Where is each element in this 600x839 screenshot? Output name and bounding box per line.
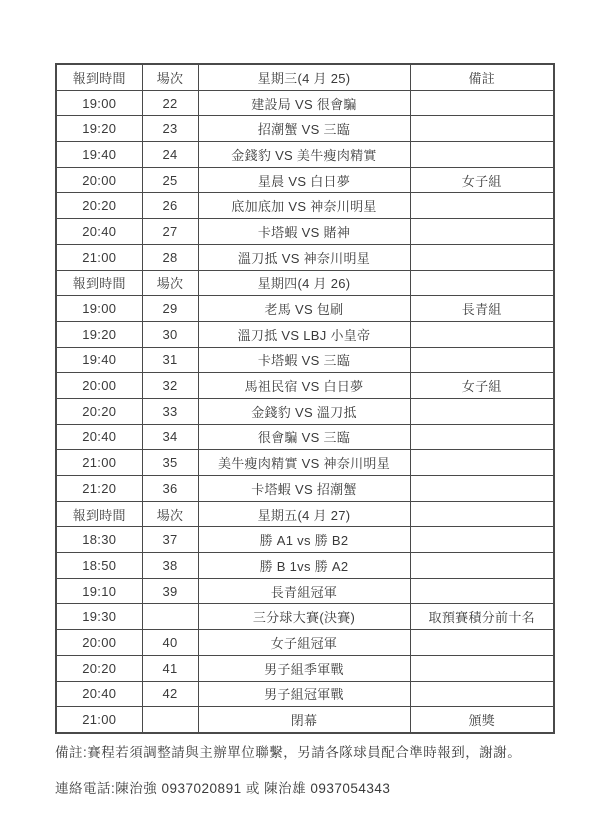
cell-time: 19:00 [56,296,142,322]
cell-match: 27 [142,219,198,245]
cell-match [142,707,198,733]
cell-time: 20:20 [56,655,142,681]
cell-game: 卡塔蝦 VS 三臨 [198,347,410,373]
cell-match [142,604,198,630]
cell-match: 37 [142,527,198,553]
cell-game: 很會騙 VS 三臨 [198,424,410,450]
cell-match: 40 [142,630,198,656]
cell-match: 35 [142,450,198,476]
schedule-table [55,63,555,734]
cell-time: 21:20 [56,476,142,502]
cell-match: 23 [142,116,198,142]
cell-game: 勝 B 1vs 勝 A2 [198,553,410,579]
cell-game: 男子組冠軍戰 [198,681,410,707]
table-row [56,527,554,553]
cell-match: 36 [142,476,198,502]
cell-note: 女子組 [410,373,554,399]
table-row [56,398,554,424]
table-row [56,578,554,604]
header-day-label: 星期五(4 月 27) [198,501,410,527]
cell-note [410,553,554,579]
cell-game: 溫刀抵 VS 神奈川明星 [198,244,410,270]
table-row [56,450,554,476]
table-row [56,142,554,168]
cell-time: 20:00 [56,373,142,399]
cell-note [410,219,554,245]
cell-game: 勝 A1 vs 勝 B2 [198,527,410,553]
section-header-row [56,270,554,296]
section-header-row [56,64,554,90]
cell-time: 20:20 [56,193,142,219]
cell-match: 28 [142,244,198,270]
section-header-row [56,501,554,527]
schedule-table-body [56,64,554,733]
cell-time: 19:40 [56,347,142,373]
cell-time: 20:00 [56,630,142,656]
cell-note [410,578,554,604]
header-note-label: 備註 [410,64,554,90]
cell-note [410,424,554,450]
cell-time: 20:40 [56,424,142,450]
cell-game: 男子組季軍戰 [198,655,410,681]
cell-note [410,321,554,347]
table-row [56,116,554,142]
cell-game: 星晨 VS 白日夢 [198,167,410,193]
remark-note: 備註:賽程若須調整請與主辦單位聯繫，另請各隊球員配合準時報到，謝謝。 [55,745,522,760]
cell-game: 老馬 VS 包刷 [198,296,410,322]
cell-note: 長青組 [410,296,554,322]
contact-phone-line: 連絡電話:陳治強 0937020891 或 陳治雄 0937054343 [55,781,391,796]
cell-game: 長青組冠軍 [198,578,410,604]
cell-match: 38 [142,553,198,579]
cell-game: 三分球大賽(決賽) [198,604,410,630]
table-row [56,655,554,681]
cell-time: 20:20 [56,398,142,424]
cell-game: 馬祖民宿 VS 白日夢 [198,373,410,399]
cell-game: 金錢豹 VS 溫刀抵 [198,398,410,424]
table-row [56,681,554,707]
header-match-label: 場次 [142,270,198,296]
table-row [56,347,554,373]
cell-match: 41 [142,655,198,681]
table-row [56,604,554,630]
cell-time: 19:20 [56,321,142,347]
header-note-label [410,501,554,527]
cell-match: 33 [142,398,198,424]
cell-time: 19:10 [56,578,142,604]
table-row [56,373,554,399]
cell-time: 18:50 [56,553,142,579]
table-row [56,630,554,656]
cell-time: 19:40 [56,142,142,168]
cell-game: 溫刀抵 VS LBJ 小皇帝 [198,321,410,347]
cell-time: 19:00 [56,90,142,116]
cell-note [410,90,554,116]
cell-game: 卡塔蝦 VS 賭神 [198,219,410,245]
table-row [56,219,554,245]
cell-note [410,244,554,270]
cell-match: 22 [142,90,198,116]
table-row [56,476,554,502]
cell-time: 18:30 [56,527,142,553]
cell-note: 女子組 [410,167,554,193]
cell-match: 30 [142,321,198,347]
cell-time: 21:00 [56,707,142,733]
cell-note [410,116,554,142]
cell-match: 42 [142,681,198,707]
cell-game: 閉幕 [198,707,410,733]
cell-game: 女子組冠軍 [198,630,410,656]
table-row [56,90,554,116]
cell-time: 19:20 [56,116,142,142]
cell-note [410,655,554,681]
table-row [56,707,554,733]
cell-time: 21:00 [56,450,142,476]
table-row [56,244,554,270]
header-day-label: 星期四(4 月 26) [198,270,410,296]
header-time-label: 報到時間 [56,64,142,90]
cell-match: 24 [142,142,198,168]
table-row [56,321,554,347]
cell-match: 32 [142,373,198,399]
cell-time: 20:40 [56,681,142,707]
cell-game: 卡塔蝦 VS 招潮蟹 [198,476,410,502]
cell-note [410,681,554,707]
cell-match: 39 [142,578,198,604]
cell-match: 29 [142,296,198,322]
header-time-label: 報到時間 [56,270,142,296]
cell-match: 34 [142,424,198,450]
table-row [56,167,554,193]
header-note-label [410,270,554,296]
header-time-label: 報到時間 [56,501,142,527]
cell-note: 取預賽積分前十名 [410,604,554,630]
cell-match: 26 [142,193,198,219]
table-row [56,296,554,322]
header-match-label: 場次 [142,64,198,90]
table-row [56,553,554,579]
cell-note: 頒獎 [410,707,554,733]
cell-match: 25 [142,167,198,193]
cell-game: 金錢豹 VS 美牛瘦肉精實 [198,142,410,168]
cell-time: 21:00 [56,244,142,270]
cell-time: 20:00 [56,167,142,193]
cell-note [410,142,554,168]
cell-game: 招潮蟹 VS 三臨 [198,116,410,142]
cell-note [410,476,554,502]
cell-match: 31 [142,347,198,373]
cell-time: 20:40 [56,219,142,245]
table-row [56,424,554,450]
cell-note [410,193,554,219]
cell-note [410,630,554,656]
table-row [56,193,554,219]
cell-note [410,450,554,476]
cell-game: 底加底加 VS 神奈川明星 [198,193,410,219]
cell-note [410,347,554,373]
cell-game: 建設局 VS 很會騙 [198,90,410,116]
cell-game: 美牛瘦肉精實 VS 神奈川明星 [198,450,410,476]
cell-time: 19:30 [56,604,142,630]
header-match-label: 場次 [142,501,198,527]
cell-note [410,398,554,424]
header-day-label: 星期三(4 月 25) [198,64,410,90]
cell-note [410,527,554,553]
